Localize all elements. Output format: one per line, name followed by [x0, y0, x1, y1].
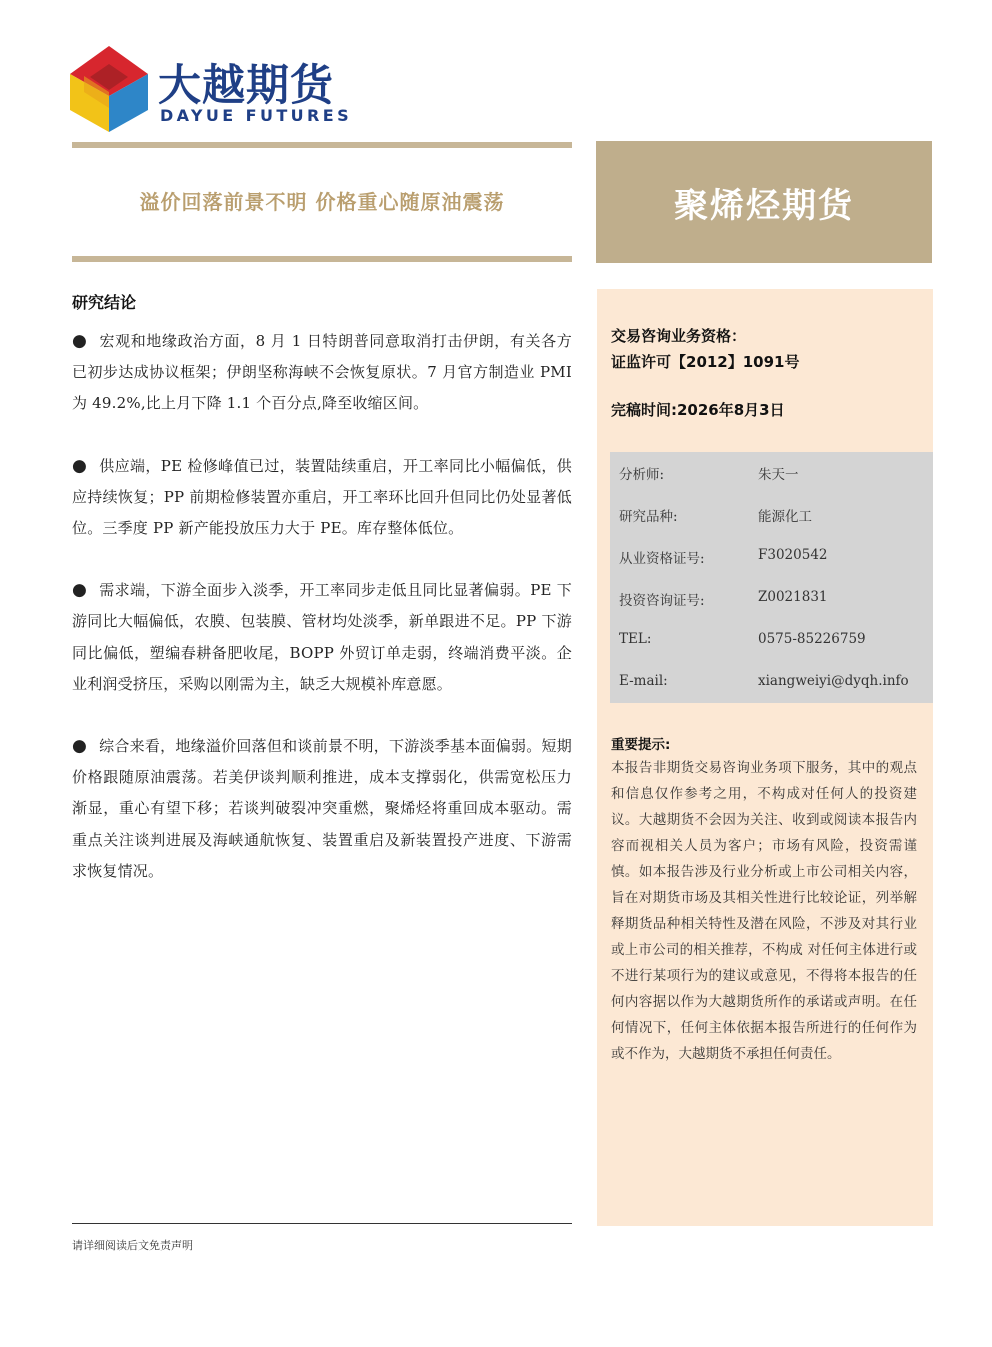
email-link[interactable]: xiangweiyi@dyqh.info [758, 673, 909, 689]
paragraph-summary [72, 731, 572, 887]
footer-rule [72, 1223, 572, 1224]
paragraph-macro [72, 326, 572, 420]
info-key: 从业资格证号: [619, 551, 705, 567]
footer-disclaimer-note: 请详细阅读后文免责声明 [72, 1239, 193, 1252]
info-key: 研究品种: [619, 509, 678, 525]
info-row-practice-cert [610, 536, 933, 578]
category-banner [596, 141, 932, 263]
info-row-tel [610, 620, 933, 662]
bullet-icon: ● [72, 736, 88, 757]
info-key: E-mail: [619, 673, 668, 689]
info-value: 0575-85226759 [758, 631, 866, 647]
info-key: 投资咨询证号: [619, 593, 705, 609]
paragraph-text: 供应端，PE 检修峰值已过，装置陆续重启，开工率同比小幅偏低，供应持续恢复；PP 前期检修装置亦重启，开工率环比回升但同比仍处显著低位。三季度 PP 新产能投放压力大于 PE。库存整体低位。 [72, 456, 572, 538]
info-value: 朱天一 [758, 467, 799, 483]
info-row-advisory-cert [610, 578, 933, 620]
paragraph-text: 宏观和地缘政治方面，8 月 1 日特朗普同意取消打击伊朗，有关各方已初步达成协议框架；伊朗坚称海峡不会恢复原状。7 月官方制造业 PMI 为 49.2%,比上月下降 1.1 个百分点,降至收缩区间。 [72, 332, 572, 413]
info-key: 分析师: [619, 467, 665, 483]
info-row-variety [610, 494, 933, 536]
bullet-icon: ● [72, 580, 88, 601]
info-key: TEL: [619, 631, 652, 647]
section-title: 研究结论 [72, 293, 137, 312]
paragraph-text: 需求端，下游全面步入淡季，开工率同步走低且同比显著偏弱。PE 下游同比大幅偏低，农膜、包装膜、管材均处淡季，新单跟进不足。PP 下游同比偏低，塑编春耕备肥收尾，BOPP 外贸订单走弱，终端消费平淡。企业利润受挤压，采购以刚需为主，缺乏大规模补库意愿。 [72, 581, 572, 693]
main-content [72, 326, 572, 918]
company-logo [70, 46, 360, 136]
headline-bottom-rule [72, 256, 572, 262]
license-number: 证监许可【2012】1091号 [611, 353, 800, 371]
logo-chinese-name: 大越期货 [158, 61, 334, 111]
qualification [611, 323, 800, 375]
report-headline: 溢价回落前景不明 价格重心随原油震荡 [139, 190, 505, 214]
notice-text: 本报告非期货交易咨询业务项下服务，其中的观点和信息仅作参考之用，不构成对任何人的投资建议。大越期货不会因为关注、收到或阅读本报告内容而视相关人员为客户；市场有风险，投资需谨慎。如本报告涉及行业分析或上市公司相关内容，旨在对期货市场及其相关性进行比较论证，列举解释期货品种相关特性及潜在风险，不涉及对其行业或上市公司的相关推荐，不构成 对任何主体进行或不进行某项行为的建议或意见，不得将本报告的任何内容据以作为大越期货所作的承诺或声明。在任何情况下，任何主体依据本报告所进行的任何作为或不作为，大越期货不承担任何责任。 [611, 760, 917, 1062]
analyst-info-table [610, 452, 933, 703]
paragraph-demand [72, 575, 572, 700]
bullet-icon: ● [72, 331, 88, 351]
info-row-email [610, 662, 933, 704]
info-value: Z0021831 [758, 589, 828, 605]
category-title: 聚烯烃期货 [674, 185, 854, 226]
qualification-label: 交易咨询业务资格： [611, 327, 747, 345]
logo-english-name: DAYUE FUTURES [160, 106, 353, 125]
info-value: F3020542 [758, 547, 828, 563]
paragraph-text: 综合来看，地缘溢价回落但和谈前景不明，下游淡季基本面偏弱。短期价格跟随原油震荡。若美伊谈判顺利推进，成本支撑弱化，供需宽松压力渐显，重心有望下移；若谈判破裂冲突重燃，聚烯烃将重回成本驱动。需重点关注谈判进展及海峡通航恢复、装置重启及新装置投产进度、下游需求恢复情况。 [72, 737, 572, 880]
completion-date: 完稿时间:2026年8月3日 [611, 401, 785, 419]
headline-top-rule [72, 142, 572, 148]
info-row-analyst [610, 452, 933, 494]
notice-title: 重要提示: [611, 737, 671, 753]
paragraph-supply [72, 451, 572, 545]
sidebar [597, 289, 933, 1226]
info-value: 能源化工 [758, 509, 812, 525]
logo-mark-icon [70, 46, 148, 132]
bullet-icon: ● [72, 455, 88, 476]
